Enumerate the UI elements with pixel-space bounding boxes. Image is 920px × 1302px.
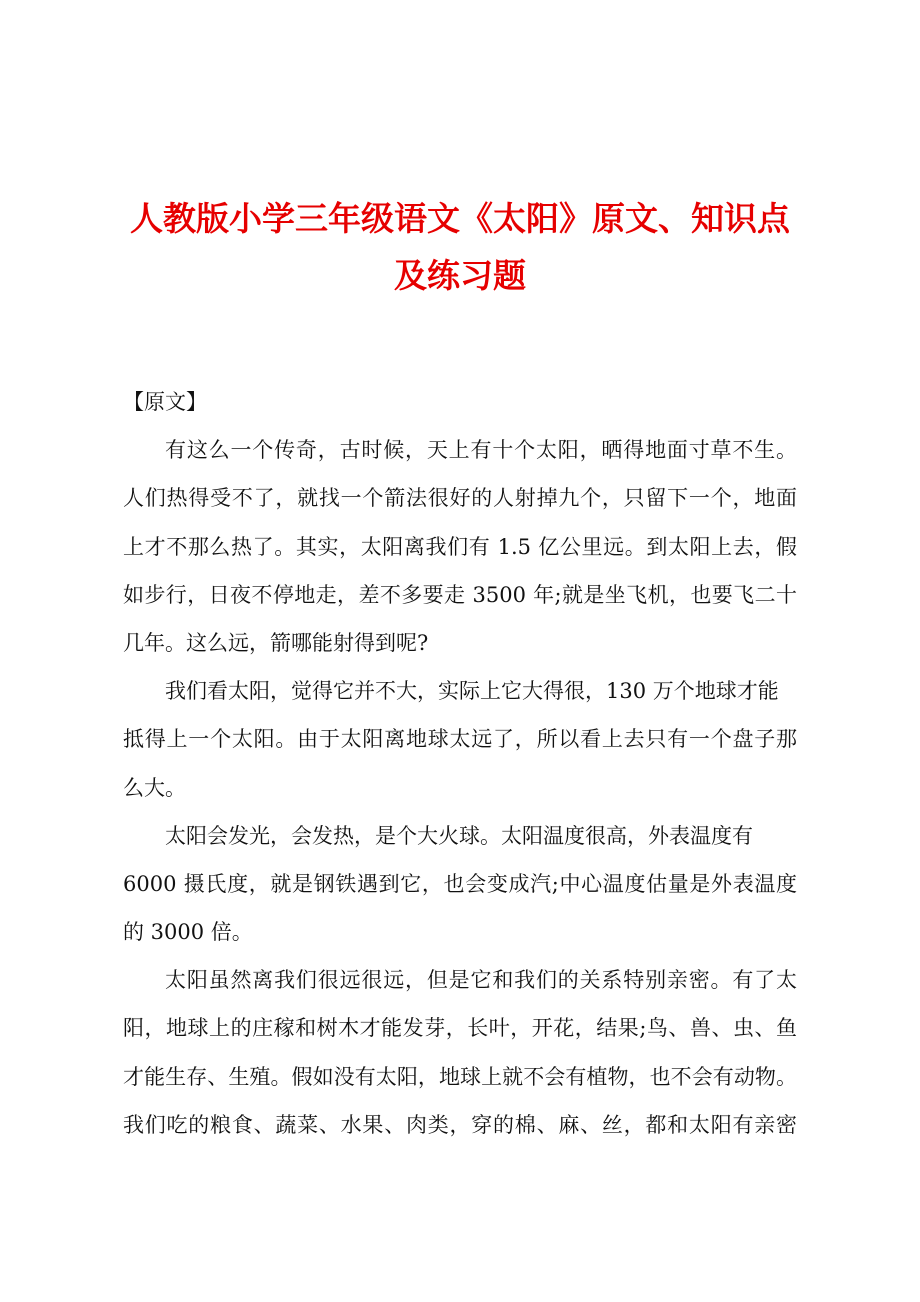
document-body (123, 378, 797, 1149)
text-line: 几年。这么远，箭哪能射得到呢? (123, 630, 429, 655)
text-line: 如步行，日夜不停地走，差不多要走 3500 年;就是坐飞机，也要飞二十 (123, 582, 797, 607)
text-line: 抵得上一个太阳。由于太阳离地球太远了，所以看上去只有一个盘子那 (123, 727, 797, 752)
text-line: 上才不那么热了。其实，太阳离我们有 1.5 亿公里远。到太阳上去，假 (123, 534, 797, 559)
paragraph (123, 956, 797, 1149)
paragraph (123, 667, 797, 812)
text-line: 太阳会发光，会发热，是个大火球。太阳温度很高，外表温度有 (165, 823, 753, 848)
text-line: 的 3000 倍。 (123, 920, 253, 945)
text-line: 我们吃的粮食、蔬菜、水果、肉类，穿的棉、麻、丝，都和太阳有亲密 (123, 1112, 797, 1137)
text-line: 我们看太阳，觉得它并不大，实际上它大得很，130 万个地球才能 (165, 679, 779, 704)
text-line: 阳，地球上的庄稼和树木才能发芽，长叶，开花，结果;鸟、兽、虫、鱼 (123, 1016, 797, 1041)
text-line: 才能生存、生殖。假如没有太阳，地球上就不会有植物，也不会有动物。 (123, 1064, 797, 1089)
text-line: 有这么一个传奇，古时候，天上有十个太阳，晒得地面寸草不生。 (165, 438, 797, 463)
text-line: 6000 摄氏度，就是钢铁遇到它，也会变成汽;中心温度估量是外表温度 (123, 871, 797, 896)
text-line: 人们热得受不了，就找一个箭法很好的人射掉九个，只留下一个，地面 (123, 486, 797, 511)
paragraph (123, 812, 797, 957)
title-line: 人教版小学三年级语文《太阳》原文、知识点 (130, 199, 790, 238)
text-line: 太阳虽然离我们很远很远，但是它和我们的关系特别亲密。有了太 (165, 968, 797, 993)
text-line: 么大。 (123, 775, 186, 800)
paragraph (123, 426, 797, 667)
document-title (110, 190, 810, 304)
section-label-original-text: 【原文】 (123, 390, 207, 414)
title-line: 及练习题 (394, 256, 526, 295)
